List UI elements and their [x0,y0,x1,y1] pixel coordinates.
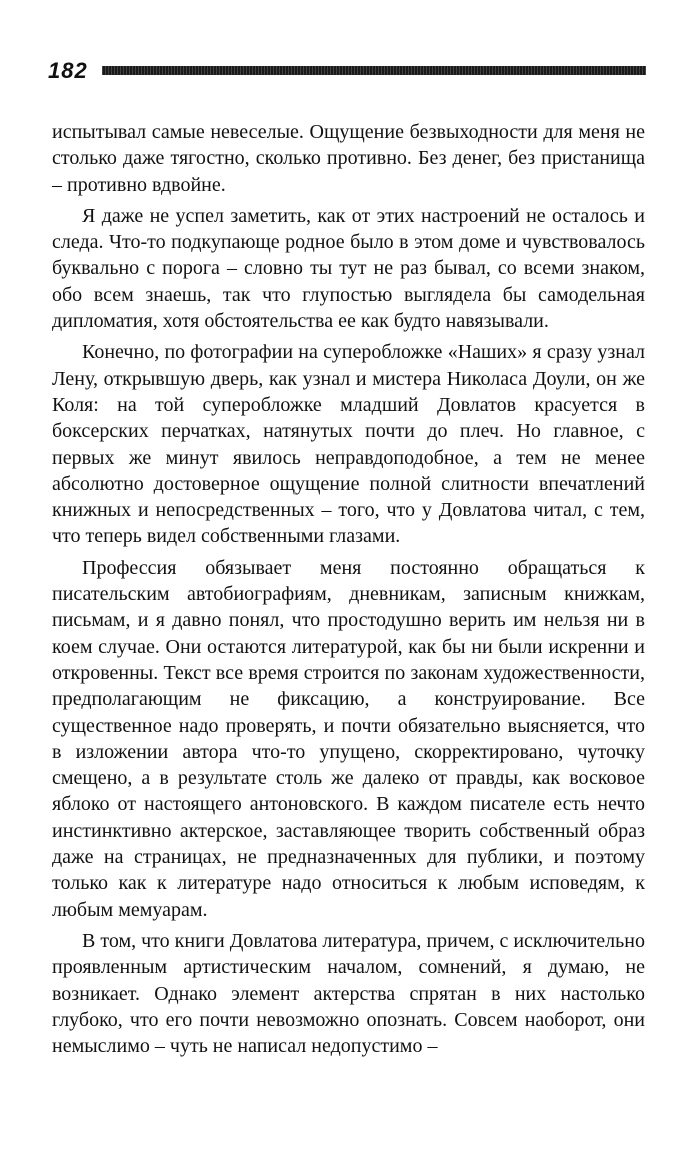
page-header [48,58,646,84]
paragraph-2: Я даже не успел заметить, как от этих настроений не осталось и следа. Что-то подкупающе родное было в этом доме и чувствовалось буквально с порога – словно ты тут не раз бывал, со всеми знаком, обо всем знаешь, так что глупостью выглядела бы самодельная дипломатия, хотя обстоятельства ее как будто навязывали. [52,204,645,333]
header-rule [102,66,646,75]
paragraph-4: Профессия обязывает меня постоянно обращаться к писательским автобиографиям, дневникам, записным книжкам, письмам, и я давно понял, что простодушно верить им нельзя ни в коем случае. Они остаются литературой, как бы ни были искренни и откровенны. Текст все время строится по законам художественности, предполагающим не фиксацию, а конструирование. Все существенное надо проверять, и почти обязательно выясняется, что в изложении автора что-то упущено, скорректировано, чуточку смещено, а в результате столь же далеко от правды, как восковое яблоко от настоящего антоновского. В каждом писателе есть нечто инстинктивно актерское, заставляющее творить собственный образ даже на страницах, не предназначенных для публики, и поэтому только как к литературе надо относиться к любым исповедям, к любым мемуарам. [52,556,645,921]
page-number: 182 [48,58,88,83]
text-body [52,119,645,1059]
paragraph-3: Конечно, по фотографии на суперобложке «Наших» я сразу узнал Лену, открывшую дверь, как узнал и мистера Николаса Доули, он же Коля: на той суперобложке младший Довлатов красуется в боксерских перчатках, натянутых почти до плеч. Но главное, с первых же минут явилось неправдоподобное, а тем не менее абсолютно достоверное ощущение полной слитности впечатлений книжных и непосредственных – того, что у Довлатова читал, с тем, что теперь видел собственными глазами. [52,341,645,548]
paragraph-1: испытывал самые невеселые. Ощущение безвыходности для меня не столько даже тягостно, сколько противно. Без денег, без пристанища – противно вдвойне. [52,121,645,196]
paragraph-5: В том, что книги Довлатова литература, причем, с исключительно проявленным артистическим началом, сомнений, я думаю, не возникает. Однако элемент актерства спрятан в них настолько глубоко, что его почти невозможно опознать. Совсем наоборот, они немыслимо – чуть не написал недопустимо – [52,929,645,1058]
